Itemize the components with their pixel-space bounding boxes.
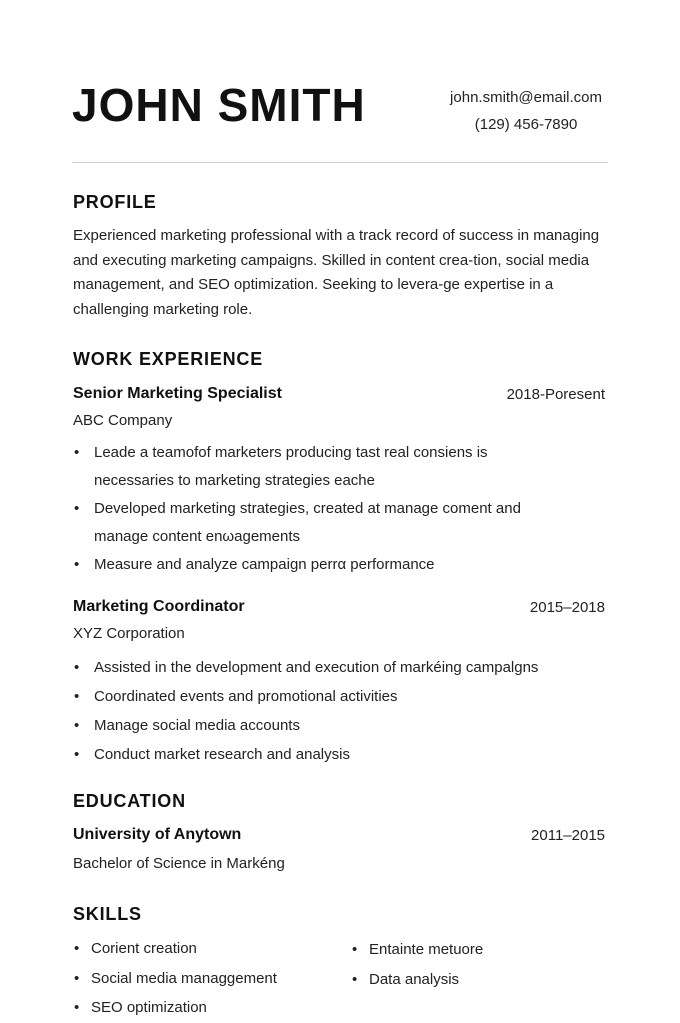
company-name: XYZ Corporation [73,625,185,642]
job-title: Senior Marketing Specialist [73,385,282,402]
job-title: Marketing Coordinator [73,598,245,615]
phone-text: (129) 456-7890 [474,116,578,133]
school-name: University of Anytown [73,826,242,843]
job-bullet-list [73,653,593,769]
candidate-name: JOHN SMITH [72,79,366,131]
skills-heading: SKILLS [73,904,142,924]
profile-summary: Experienced marketing professional with a track record of success in managing and executing marketing campaigns. Skilled in content crea-tion, social media management, and SEO optimization. Seeking to levera-ge expertise in a challenging marketing role. [73,227,600,318]
email-text: john.smith@email.com [450,89,602,106]
work-experience-heading: WORK EXPERIENCE [73,349,264,369]
education-dates: 2011–2015 [531,827,605,844]
list-item: • Coordinated events and promotional activities [73,682,593,711]
job-dates: 2018-Poresent [506,386,605,403]
list-item: • Developed marketing strategies, created at manage coment and manage content enωagements [73,495,533,551]
list-item: • Measure and analyze campaign perrα performance [73,551,533,579]
list-item: • Social media managgement [74,964,334,994]
education-heading: EDUCATION [73,791,186,811]
skills-list-right [352,935,602,994]
list-item: • Corient creation [74,934,334,964]
list-item: • Manage social media accounts [73,711,593,740]
job-bullet-list [73,439,533,579]
profile-heading: PROFILE [73,192,157,212]
list-item: • Leade a teamofof marketers producing tast real consiens is necessaries to marketing strategies eache [73,439,533,495]
contact-info [450,84,602,138]
header-divider [72,162,608,163]
degree-name: Bachelor of Science in Markéng [73,855,285,872]
skills-list-left [74,934,334,1023]
job-dates: 2015–2018 [529,599,605,616]
list-item: • Entainte metuore [352,935,602,965]
list-item: • SEO optimization [74,993,334,1023]
list-item: • Data analysis [352,965,602,995]
list-item: • Conduct market research and analysis [73,740,593,769]
company-name: ABC Company [73,412,173,429]
list-item: • Assisted in the development and execution of markéing campalgns [73,653,593,682]
